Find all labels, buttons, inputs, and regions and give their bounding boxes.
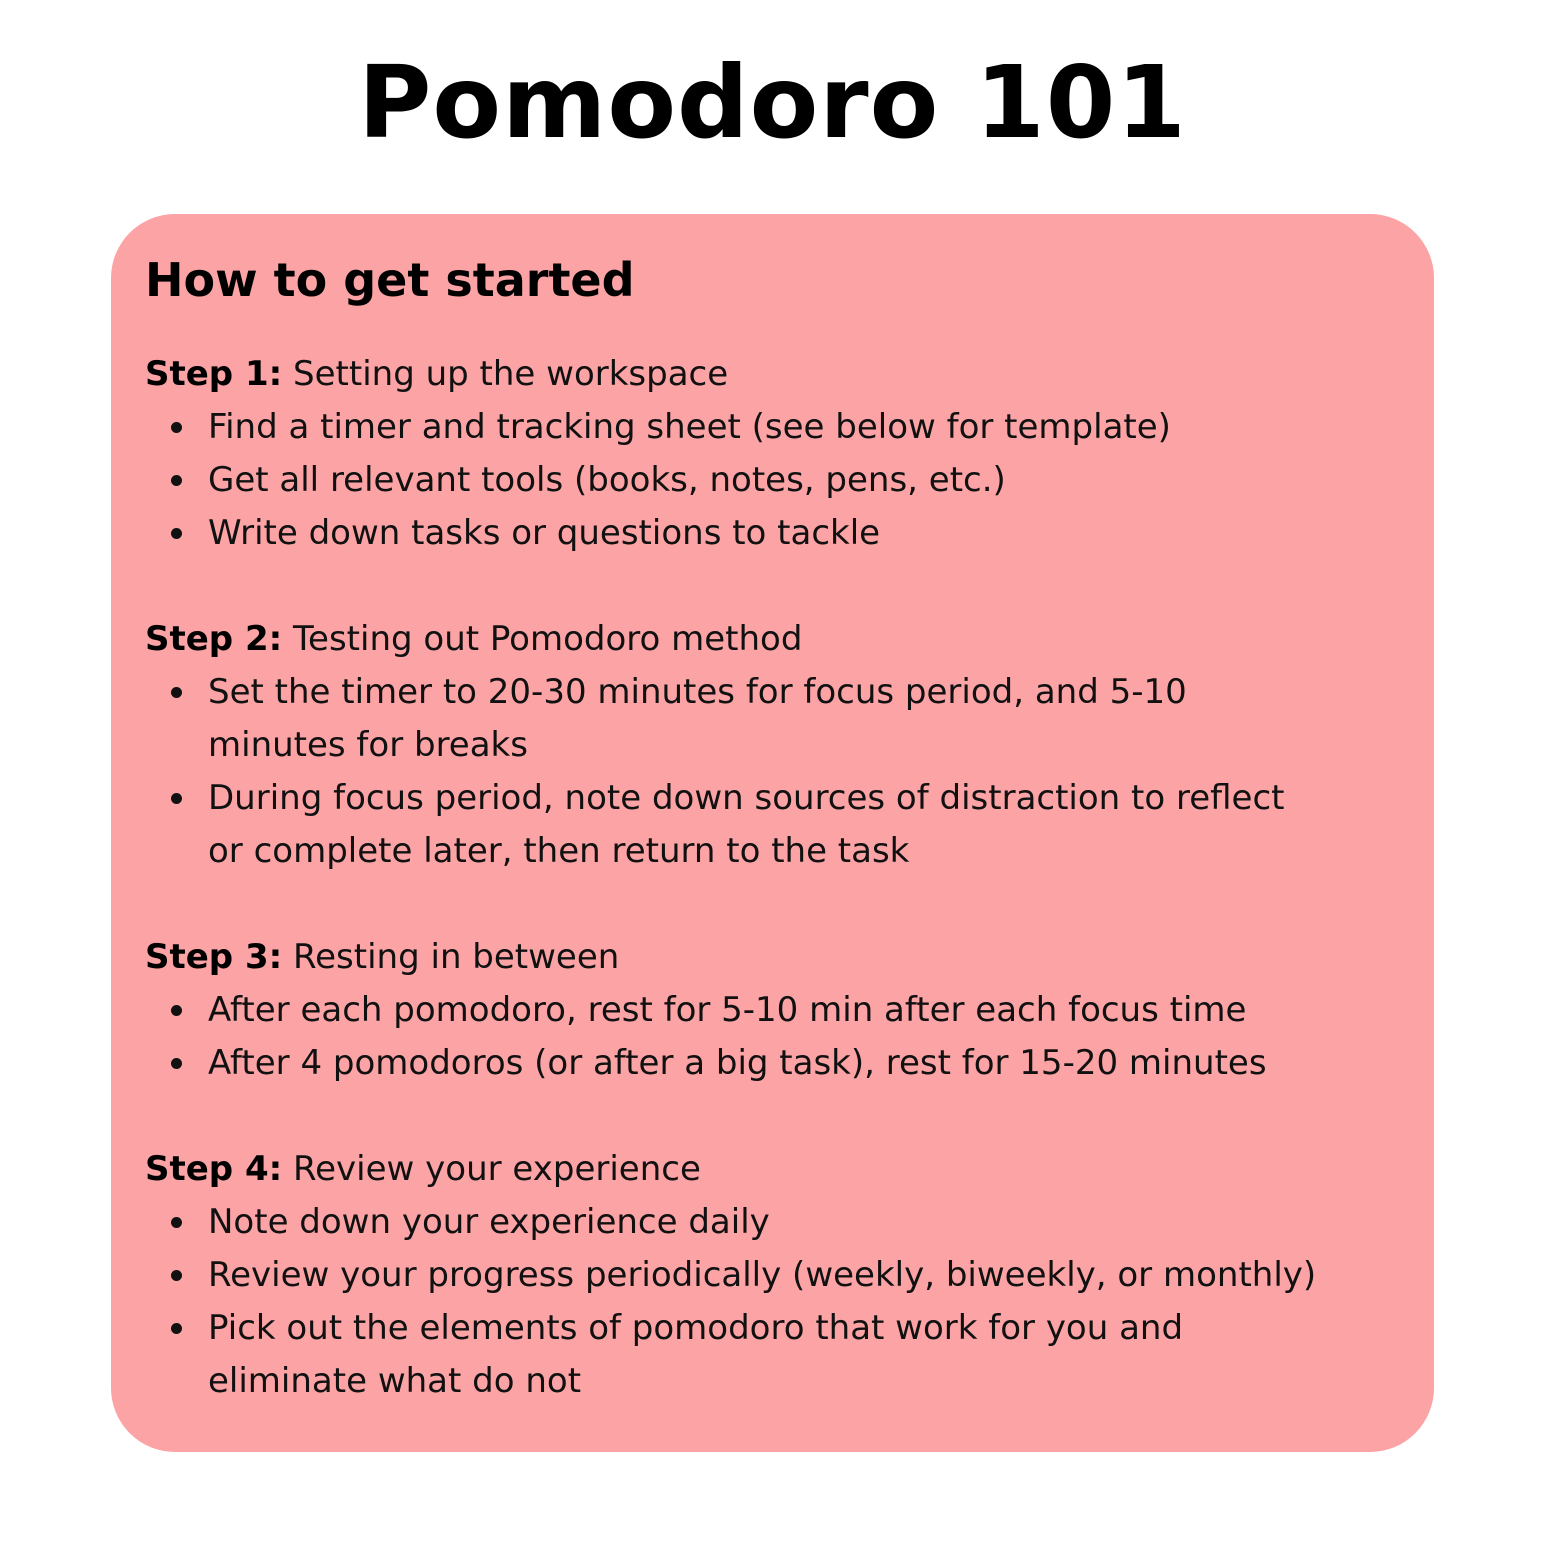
getting-started-card — [111, 214, 1434, 1452]
bullet-icon — [171, 793, 182, 804]
list-item-text: Pick out the elements of pomodoro that work for you and — [208, 1308, 1184, 1348]
step-1-label: Step 1: — [145, 354, 283, 394]
bullet-icon — [171, 1005, 182, 1016]
step-1-heading — [145, 348, 728, 401]
list-item-text: Note down your experience daily — [208, 1202, 770, 1242]
bullet-icon — [171, 1323, 182, 1334]
list-item-text: Find a timer and tracking sheet (see below for template) — [208, 407, 1171, 447]
list-item-text: minutes for breaks — [208, 725, 528, 765]
step-4-title: Review your experience — [293, 1149, 701, 1189]
step-2-title: Testing out Pomodoro method — [293, 619, 803, 659]
step-3-title: Resting in between — [293, 937, 620, 977]
step-4-label: Step 4: — [145, 1149, 283, 1189]
step-3-label: Step 3: — [145, 937, 283, 977]
list-item-text: eliminate what do not — [208, 1361, 582, 1401]
list-item-text: Review your progress periodically (weekly, biweekly, or monthly) — [208, 1255, 1317, 1295]
page-title: Pomodoro 101 — [358, 44, 1187, 161]
list-item-text: Set the timer to 20-30 minutes for focus period, and 5-10 — [208, 672, 1187, 712]
step-2-heading — [145, 613, 802, 666]
list-item-text: After each pomodoro, rest for 5-10 min after each focus time — [208, 990, 1247, 1030]
list-item-text: Write down tasks or questions to tackle — [208, 513, 881, 553]
list-item-text: Get all relevant tools (books, notes, pens, etc.) — [208, 460, 1006, 500]
bullet-icon — [171, 1270, 182, 1281]
list-item-text: or complete later, then return to the task — [208, 831, 910, 871]
bullet-icon — [171, 422, 182, 433]
step-3-heading — [145, 931, 619, 984]
card-heading: How to get started — [145, 253, 635, 307]
bullet-icon — [171, 1217, 182, 1228]
list-item-text: After 4 pomodoros (or after a big task), rest for 15-20 minutes — [208, 1043, 1267, 1083]
bullet-icon — [171, 475, 182, 486]
bullet-icon — [171, 1058, 182, 1069]
step-1-title: Setting up the workspace — [293, 354, 729, 394]
bullet-icon — [171, 687, 182, 698]
bullet-icon — [171, 528, 182, 539]
list-item-text: During focus period, note down sources of distraction to reflect — [208, 778, 1285, 818]
step-4-heading — [145, 1143, 701, 1196]
step-2-label: Step 2: — [145, 619, 283, 659]
